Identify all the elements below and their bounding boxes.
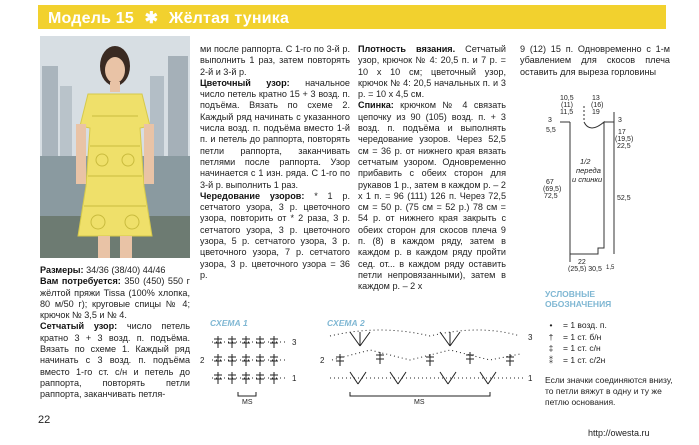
dim-top-b3: 19 [592,109,600,116]
page-title [48,8,289,28]
scheme-2-row-2 [332,350,520,366]
dim-right-h: 52,5 [617,195,631,202]
alternation-label: Чередование узоров: [200,190,305,201]
page-number: 22 [38,414,51,426]
star-icon: ✱ [144,10,159,27]
legend-item [545,355,607,367]
legend-item-label: = 1 возд. п. [563,320,607,330]
legend-title-line-1: УСЛОВНЫЕ [545,289,596,299]
dim-left-b: 5,5 [546,127,556,134]
mesh-continuation: ми после раппорта. С 1-го по 3-й р. выполнить 1 раз, затем повторять 2-й и 3-й р. [200,44,350,77]
single-crochet-icon: † [548,331,554,342]
back-continuation: 9 (12) 15 п. Одновременно с 1-м убавлением для скосов плеча оставить для выреза горловины [520,44,670,77]
dim-right-b2: (19,5) [615,136,634,143]
dim-height-c: 72,5 [544,193,558,200]
dim-bottom-a: 22 [578,259,586,266]
scheme-2-row-num-3: 3 [528,333,533,342]
flower-pattern-label: Цветочный узор: [200,77,290,88]
scheme-2-ms: MS [414,399,425,406]
garment-schematic [530,92,690,272]
source-url: http://owesta.ru [588,428,650,438]
double-crochet-icon: ‡ [548,343,554,353]
photo-illustration [40,36,190,258]
scheme-1-row-3 [212,336,288,348]
legend-title-line-2: ОБОЗНАЧЕНИЯ [545,299,612,309]
back-label: Спинка: [358,100,394,111]
center-a: 1/2 [580,157,591,166]
sizes-value: 34/36 (38/40) 44/46 [83,265,166,275]
treble-crochet-icon: ⁑ [548,354,554,365]
materials-label: Вам потребуется: [40,276,121,287]
column-1 [40,265,190,401]
chain-stitch-icon: • [549,320,553,330]
scheme-1-row-1 [212,372,288,384]
mesh-pattern-label: Сетчатый узор: [40,321,118,332]
flower-pattern-value: начальное число петель кратно 15 + 3 возд. п. подъёма. Вязать по схеме 2. Каждый ряд начинать с указанного числа возд. п. подъёма вместо 1-й п. и петель до раппорта, повторять петли раппорта, заканчивать петлями после раппорта. Узор начинается с 1 изн. ряда. С 1-го по 3-й р. выполнить 1 раз. [200,77,350,190]
dim-left-a: 3 [548,117,552,124]
dim-top-a2: (11) [561,102,573,109]
dim-bottom-b: (25,5) 30,5 [568,266,602,272]
scheme-1-row-num-1: 1 [292,374,297,383]
scheme-2-title: СХЕМА 2 [327,318,365,328]
scheme-1-diagram [198,330,308,406]
legend-item-label: = 1 ст. с/2н [563,354,606,365]
gauge-value: Сетчатый узор, крючок № 4: 20,5 п. и 7 р. = 10 х 10 см; цветочный узор, крючок № 4: 20,5 начальных п. и 3 р. = 10 х 4,5 см. [358,44,507,100]
dim-top-a3: 11,5 [560,109,574,116]
center-c: и спинки [572,175,603,184]
gauge-label: Плотность вязания. [358,44,456,54]
scheme-2-row-num-1: 1 [528,374,533,383]
title-text: Жёлтая туника [168,10,290,27]
scheme-1-row-2 [212,354,288,366]
scheme-2-diagram [320,328,540,408]
dim-height-b: (69,5) [543,186,562,193]
schematic-outline [570,122,604,254]
mesh-pattern-value: число петель кратно 3 + 3 возд. п. подъёма. Вязать по схеме 1. Каждый ряд начинать с 3 возд. п. подъёма вместо 1-го ст. с/н и петель до раппорта, повторять петли раппорта, заканчивать петля- [40,321,190,400]
dim-top-b2: (16) [591,102,604,109]
scheme-2-row-3 [330,330,520,346]
model-photo [40,36,190,258]
scheme-2-row-1 [330,372,525,384]
dim-height-a: 67 [546,179,554,186]
dim-right-b3: 22,5 [617,143,631,150]
column-3 [358,44,506,293]
legend-item [545,332,607,344]
column-2 [200,44,350,281]
scheme-1-title: СХЕМА 1 [210,318,248,328]
scheme-2-row-num-2: 2 [320,356,325,365]
alternation-value: * 1 р. сетчатого узора, 3 р. цветочного узора, повторить от * 2 раза, 3 р. сетчатого узора, 3 р. цветочного узора, 5 р. сетчатого узора, 3 р. цветочного узора, 7 р. сетчатого узора, 3 р. цветочного узора = 36 р. [200,190,350,280]
dim-top-b: 13 [592,95,600,102]
scheme-1-row-num-2: 2 [200,356,205,365]
dim-top-a: 10,5 [560,95,574,102]
model-label: Модель 15 [48,10,134,27]
title-banner [38,5,666,29]
materials-value: 350 (450) 550 г жёлтой пряжи Tissa (100% хлопка, 80 м/50 г); круговые спицы № 4; крючок № 3,5 и № 4. [40,276,190,321]
sizes-label: Размеры: [40,265,84,275]
scheme-1-ms: MS [242,399,253,406]
scheme-1-row-num-3: 3 [292,338,297,347]
back-value: крючком № 4 связать цепочку из 90 (105) возд. п. + 3 возд. п. подъёма и выполнять чередование узоров. Через 52,5 см = 36 р. от нижнего края вязать сетчатым узором. Одновременно прибавить с обеих сторон для рукавов 1 р., затем в каждом р. – 2 х 1 п. = 96 (111) 126 п. Через 72,5 см = 50 р. (75 см = 52 р.) 78 см = 54 р. от нижнего края закрыть с обеих сторон для скосов плеча 9 п. (8) в каждом ряду, затем в каждом р. в каждом ряду пройти сед. от... в каждом ряду оставить петли непровязанными), затем в каждом р. – 2 х [358,100,506,292]
legend-item [545,320,607,332]
center-b: переда [576,166,601,175]
dim-bottom-c: 1,5 [606,265,615,271]
legend-item [545,343,607,355]
dim-right-b: 17 [618,129,626,136]
dim-right-a: 3 [618,117,622,124]
legend-item-label: = 1 ст. с/н [563,343,601,353]
legend-list [545,320,607,366]
legend-title [545,289,611,309]
legend-note: Если значки соединяются внизу, то петли вяжут в одну и ту же петлю основания. [545,375,673,407]
legend-item-label: = 1 ст. б/н [563,331,602,342]
column-4 [520,44,670,78]
